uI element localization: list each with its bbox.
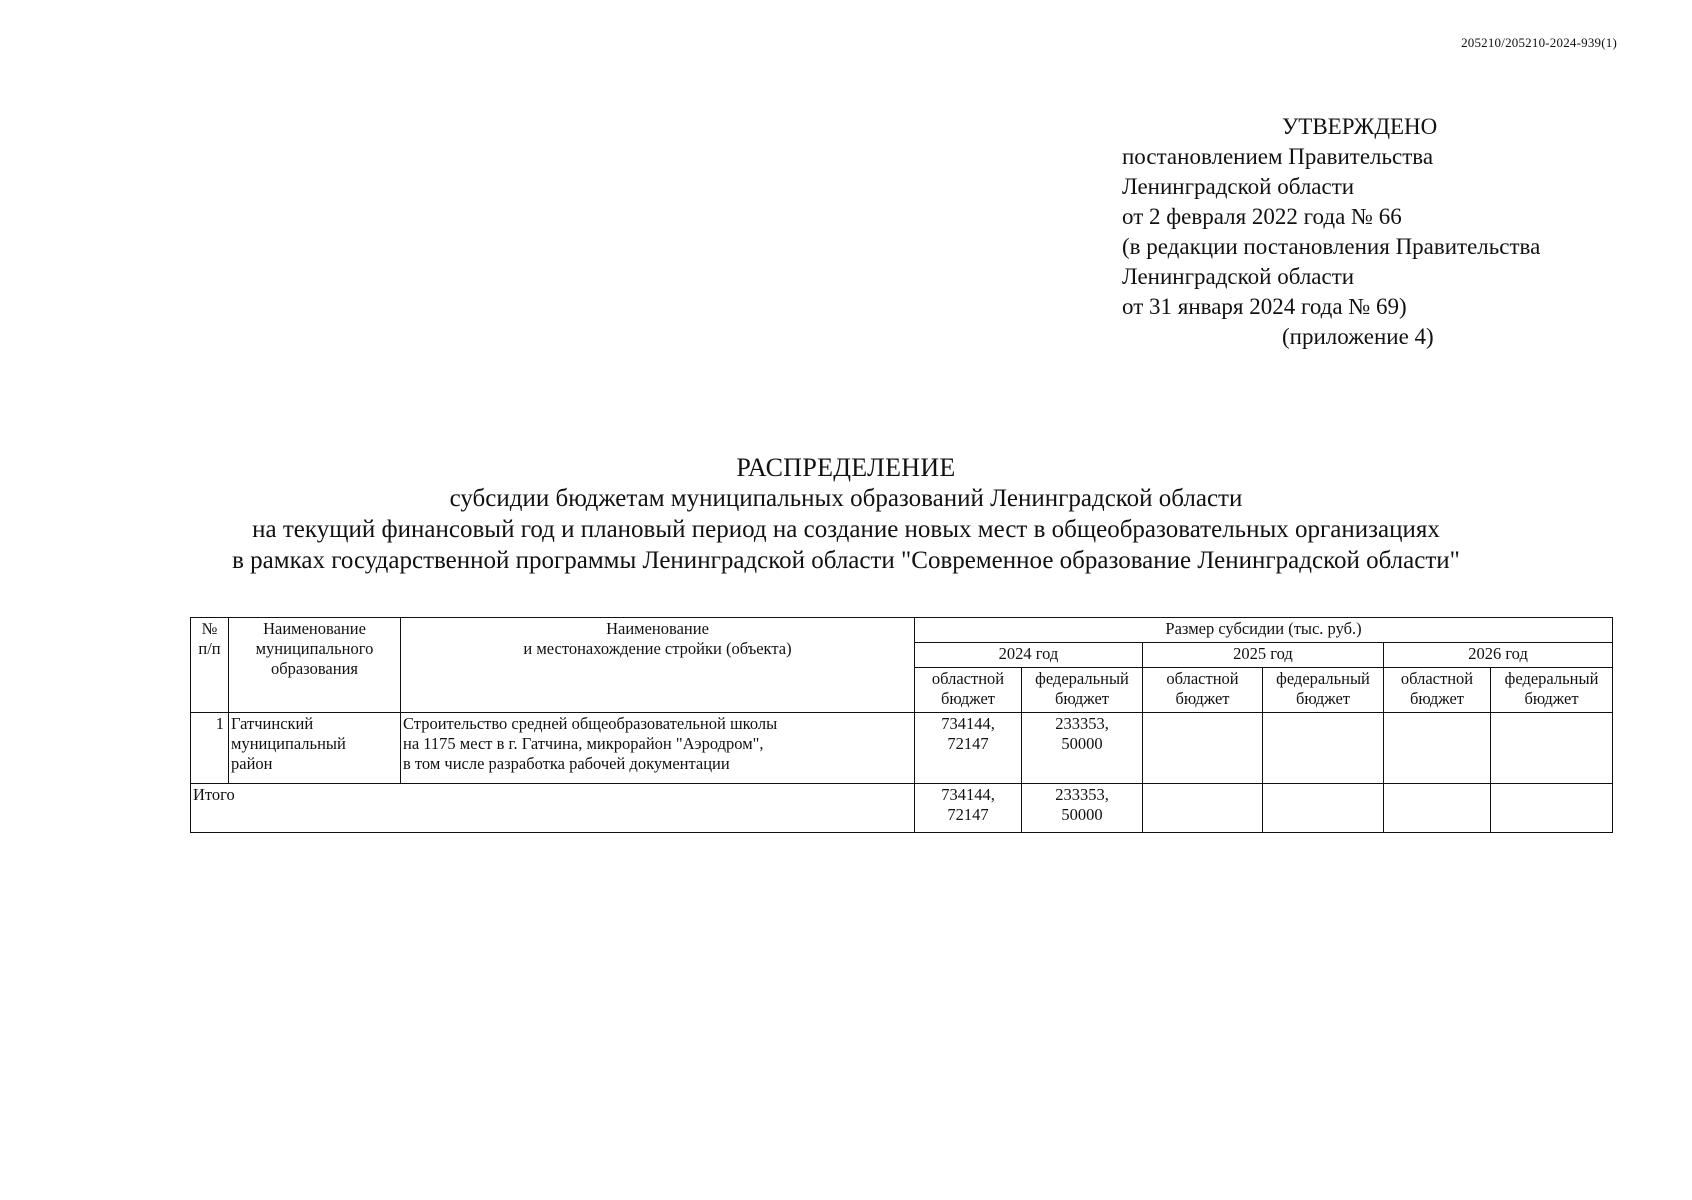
table-row	[191, 713, 1613, 784]
header-year-2026: 2026 год	[1384, 643, 1613, 668]
row-number: 1	[191, 713, 229, 784]
approval-line: Ленинградской области	[1122, 174, 1355, 199]
row-2026-federal	[1491, 713, 1613, 784]
total-2026-regional	[1384, 784, 1491, 833]
header-object: Наименование и местонахождение стройки (объекта)	[401, 618, 915, 713]
document-code: 205210/205210-2024-939(1)	[1461, 35, 1617, 50]
header-regional-budget: областной бюджет	[915, 668, 1022, 713]
header-federal-budget: федеральный бюджет	[1491, 668, 1613, 713]
approval-line: постановлением Правительства	[1122, 144, 1434, 169]
heading-line: на текущий финансовый год и плановый период на создание новых мест в общеобразовательных организациях	[252, 516, 1440, 543]
approval-line: от 31 января 2024 года № 69)	[1122, 294, 1407, 319]
row-municipality: Гатчинский муниципальный район	[229, 713, 401, 784]
header-federal-budget: федеральный бюджет	[1263, 668, 1384, 713]
header-year-2024: 2024 год	[915, 643, 1143, 668]
total-row	[191, 784, 1613, 833]
total-2024-regional: 734144, 72147	[915, 784, 1022, 833]
approval-title: УТВЕРЖДЕНО	[1282, 114, 1438, 139]
row-2025-regional	[1143, 713, 1263, 784]
header-subsidy: Размер субсидии (тыс. руб.)	[915, 618, 1613, 643]
header-federal-budget: федеральный бюджет	[1022, 668, 1143, 713]
row-2026-regional	[1384, 713, 1491, 784]
total-2026-federal	[1491, 784, 1613, 833]
total-2025-federal	[1263, 784, 1384, 833]
row-object: Строительство средней общеобразовательной школы на 1175 мест в г. Гатчина, микрорайон "Аэродром", в том числе разработка рабочей документации	[401, 713, 915, 784]
row-2024-regional: 734144, 72147	[915, 713, 1022, 784]
approval-line: от 2 февраля 2022 года № 66	[1122, 204, 1402, 229]
approval-block	[1122, 112, 1540, 352]
total-label: Итого	[191, 784, 915, 833]
header-municipality: Наименование муниципального образования	[229, 618, 401, 713]
row-2025-federal	[1263, 713, 1384, 784]
subsidy-table	[190, 617, 1613, 833]
header-year-2025: 2025 год	[1143, 643, 1384, 668]
approval-appendix: (приложение 4)	[1282, 324, 1434, 349]
total-2025-regional	[1143, 784, 1263, 833]
heading-title: РАСПРЕДЕЛЕНИЕ	[736, 453, 956, 482]
approval-line: (в редакции постановления Правительства	[1122, 234, 1541, 259]
heading-line: в рамках государственной программы Ленинградской области "Современное образование Ленинградской области"	[232, 547, 1460, 574]
header-regional-budget: областной бюджет	[1384, 668, 1491, 713]
approval-line: Ленинградской области	[1122, 264, 1355, 289]
row-2024-federal: 233353, 50000	[1022, 713, 1143, 784]
header-regional-budget: областной бюджет	[1143, 668, 1263, 713]
document-heading	[0, 452, 1692, 576]
heading-line: субсидии бюджетам муниципальных образований Ленинградской области	[449, 485, 1243, 512]
total-2024-federal: 233353, 50000	[1022, 784, 1143, 833]
header-num: № п/п	[191, 618, 229, 713]
